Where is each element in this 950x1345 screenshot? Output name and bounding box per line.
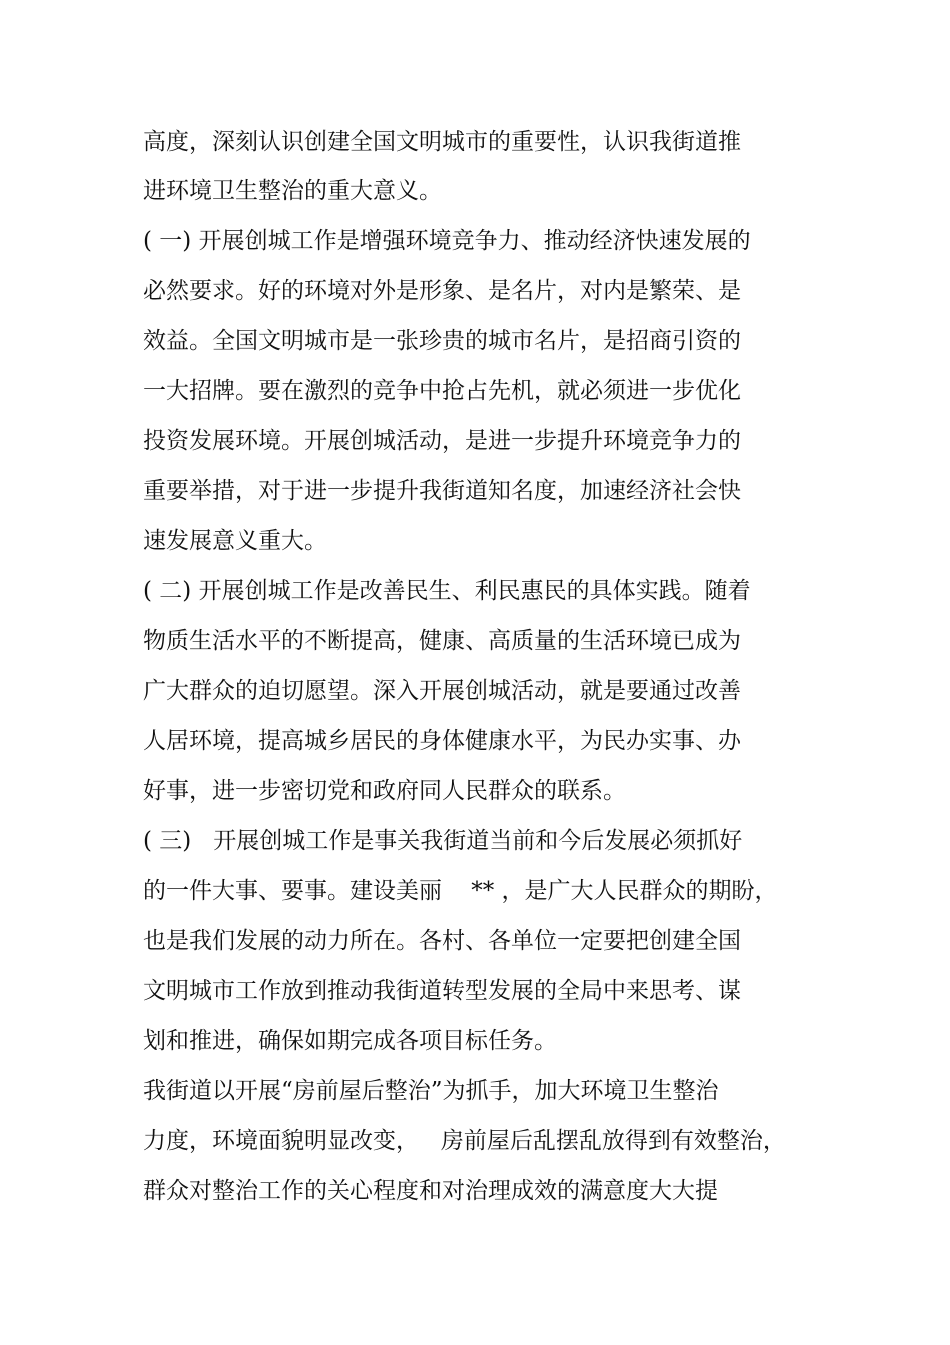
text-line: 高度，深刻认识创建全国文明城市的重要性，认识我街道推 (143, 129, 741, 155)
text-line: 我街道以开展“房前屋后整治”为抓手，加大环境卫生整治 (143, 1078, 719, 1104)
text-line: ( 二) 开展创城工作是改善民生、利民惠民的具体实践。随着 (143, 578, 751, 604)
text-line: ( 三) 开展创城工作是事关我街道当前和今后发展必须抓好 (143, 828, 743, 854)
text-line: 一大招牌。要在激烈的竞争中抢占先机，就必须进一步优化 (143, 378, 741, 404)
text-line: 好事，进一步密切党和政府同人民群众的联系。 (143, 778, 626, 804)
text-line: 投资发展环境。开展创城活动，是进一步提升环境竞争力的 (143, 428, 741, 454)
text-line: 的一件大事、要事。建设美丽 ** ，是广大人民群众的期盼， (143, 878, 778, 904)
text-line: 划和推进，确保如期完成各项目标任务。 (143, 1028, 557, 1054)
text-line: 也是我们发展的动力所在。各村、各单位一定要把创建全国 (143, 928, 741, 954)
text-line: 进环境卫生整治的重大意义。 (143, 178, 442, 204)
text-line: 必然要求。好的环境对外是形象、是名片，对内是繁荣、是 (143, 278, 741, 304)
text-line: 广大群众的迫切愿望。深入开展创城活动，就是要通过改善 (143, 678, 741, 704)
text-line: 效益。全国文明城市是一张珍贵的城市名片，是招商引资的 (143, 328, 741, 354)
text-line: 力度，环境面貌明显改变， 房前屋后乱摆乱放得到有效整治， (143, 1128, 786, 1154)
text-line: 人居环境，提高城乡居民的身体健康水平，为民办实事、办 (143, 728, 741, 754)
text-line: 速发展意义重大。 (143, 528, 327, 554)
text-line: 群众对整治工作的关心程度和对治理成效的满意度大大提 (143, 1178, 718, 1204)
text-line: 重要举措，对于进一步提升我街道知名度，加速经济社会快 (143, 478, 741, 504)
text-line: ( 一) 开展创城工作是增强环境竞争力、推动经济快速发展的 (143, 228, 751, 254)
text-line: 物质生活水平的不断提高，健康、高质量的生活环境已成为 (143, 628, 741, 654)
text-line: 文明城市工作放到推动我街道转型发展的全局中来思考、谋 (143, 978, 741, 1004)
